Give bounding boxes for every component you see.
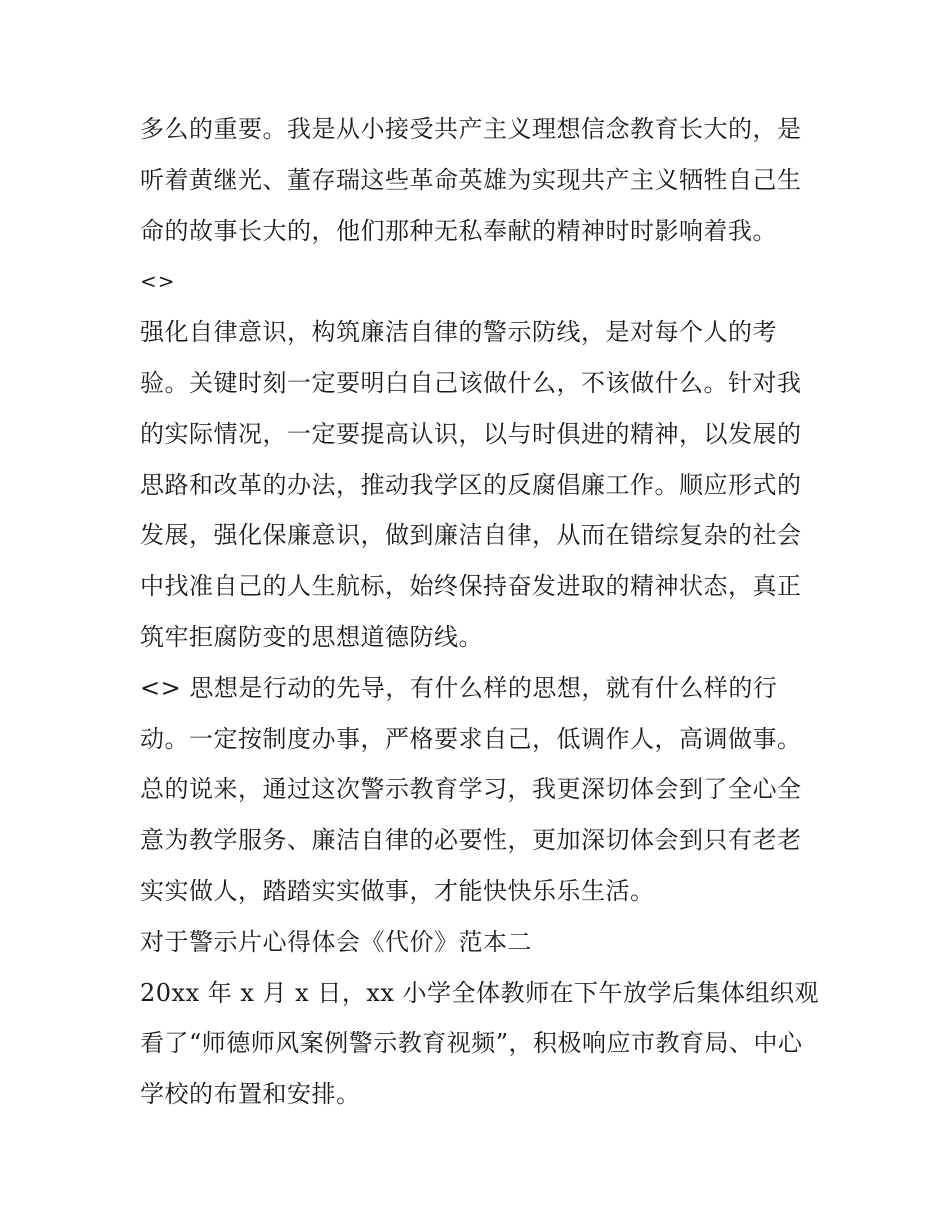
section-heading: 对于警示片心得体会《代价》范本二 [140, 927, 532, 956]
paragraph-line: <> 思想是行动的先导，有什么样的思想，就有什么样的行 [140, 673, 778, 702]
paragraph-line: 命的故事长大的，他们那种无私奉献的精神时时影响着我。 [140, 216, 777, 245]
paragraph-line: 验。关键时刻一定要明白自己该做什么，不该做什么。针对我 [140, 368, 802, 397]
paragraph-line: 发展，强化保廉意识，做到廉洁自律，从而在错综复杂的社会 [140, 521, 802, 550]
paragraph-line: 看了“师德师风案例警示教育视频”，积极响应市教育局、中心 [140, 1029, 803, 1058]
paragraph-line: 实实做人，踏踏实实做事，才能快快乐乐生活。 [140, 876, 655, 905]
section-marker: <> [140, 269, 176, 294]
paragraph-line: 学校的布置和安排。 [140, 1080, 361, 1109]
paragraph-line: 中找准自己的人生航标，始终保持奋发进取的精神状态，真正 [140, 572, 802, 601]
document-page [140, 104, 820, 1120]
paragraph-line: 动。一定按制度办事，严格要求自己，低调作人，高调做事。 [140, 724, 802, 753]
paragraph-line: 的实际情况，一定要提高认识，以与时俱进的精神，以发展的 [140, 419, 802, 448]
paragraph-line: 总的说来，通过这次警示教育学习，我更深切体会到了全心全 [140, 775, 802, 804]
paragraph-line: 听着黄继光、董存瑞这些革命英雄为实现共产主义牺牲自己生 [140, 165, 802, 194]
paragraph-line: 20xx 年 x 月 x 日，xx 小学全体教师在下午放学后集体组织观 [140, 978, 820, 1007]
paragraph-line: 筑牢拒腐防变的思想道德防线。 [140, 622, 483, 651]
paragraph-line: 多么的重要。我是从小接受共产主义理想信念教育长大的，是 [140, 115, 802, 143]
paragraph-line: 思路和改革的办法，推动我学区的反腐倡廉工作。顺应形式的 [140, 470, 802, 499]
paragraph-line: 意为教学服务、廉洁自律的必要性，更加深切体会到只有老老 [140, 826, 802, 855]
paragraph-line: 强化自律意识，构筑廉洁自律的警示防线，是对每个人的考 [140, 318, 777, 347]
